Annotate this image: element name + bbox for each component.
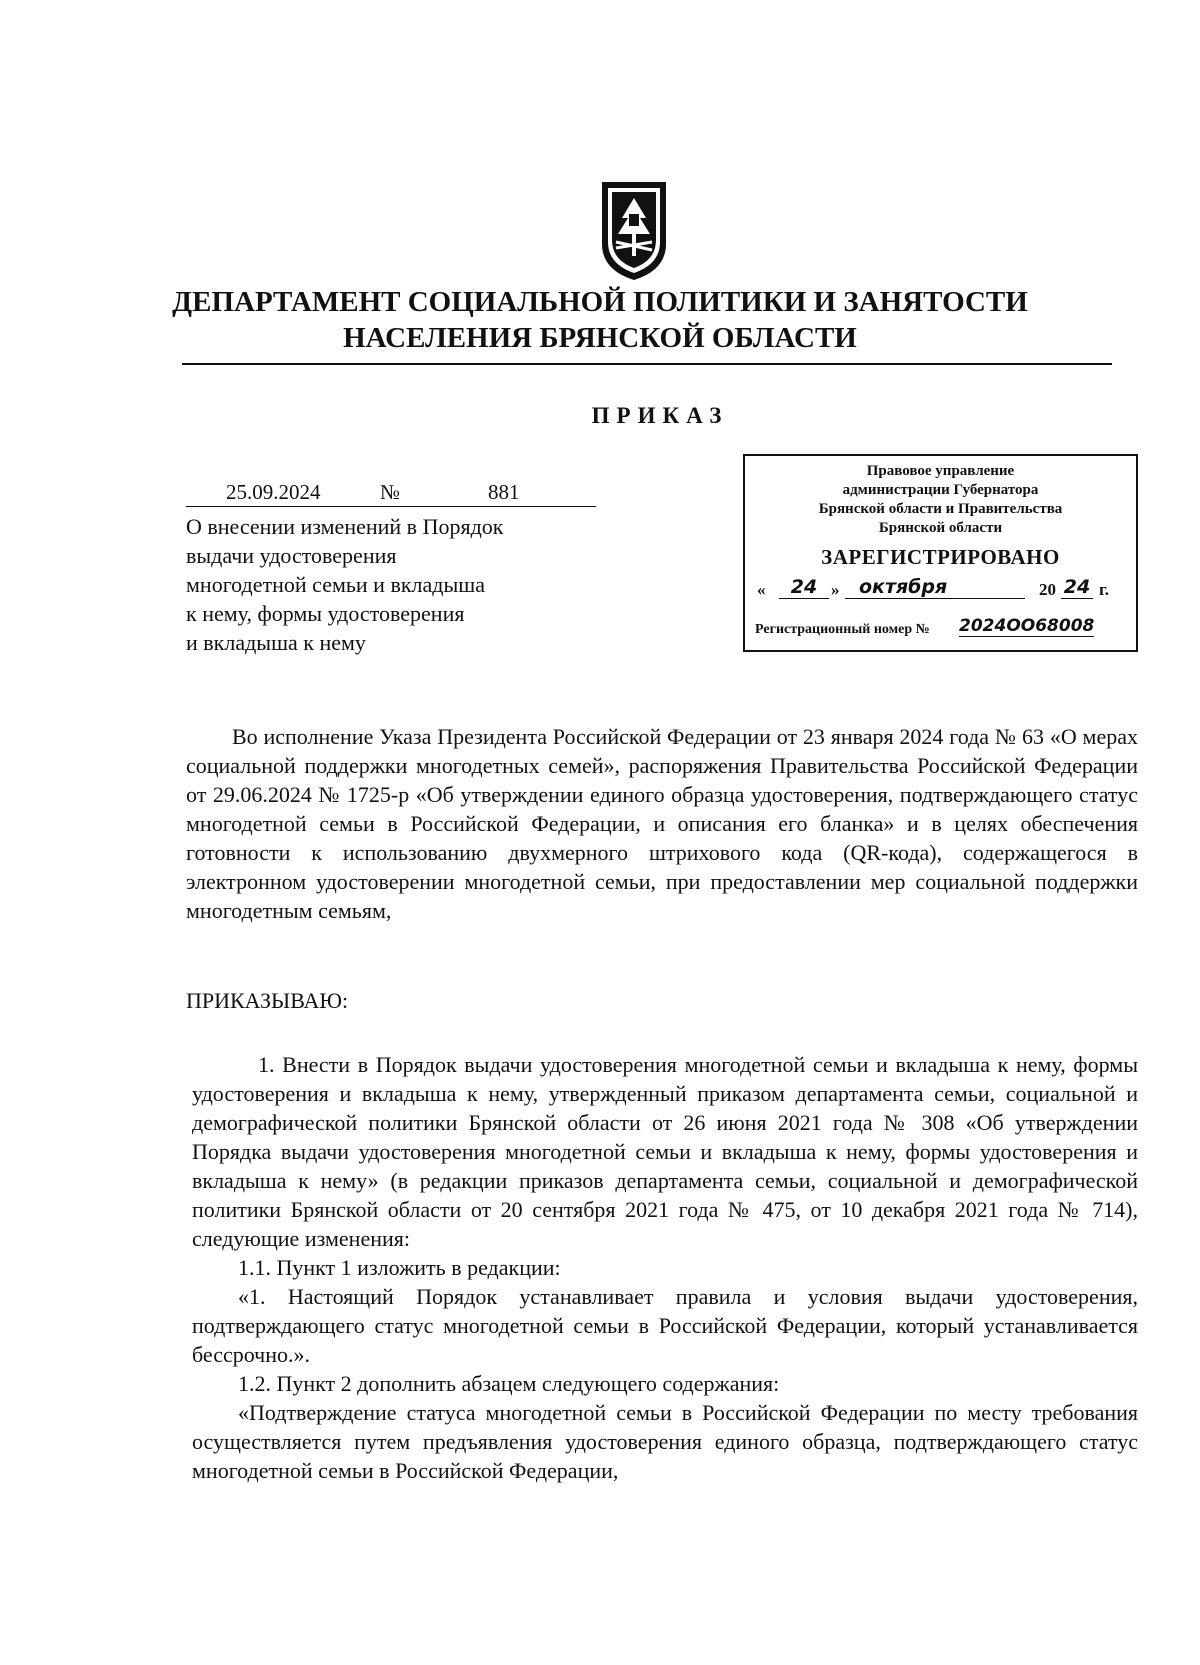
item-1-2-text: «Подтверждение статуса многодетной семьи в Российской Федерации по месту требования осуществляется путем предъявления удостоверения единого образца, подтверждающего статус многодетной семьи в Российской Федерации, xyxy=(192,1400,1138,1483)
order-date: 25.09.2024 xyxy=(226,480,321,504)
order-number: 881 xyxy=(488,480,520,504)
order-title: ПРИКАЗ xyxy=(591,403,729,428)
preamble-text: Во исполнение Указа Президента Российской Федерации от 23 января 2024 года № 63 «О мерах социальной поддержки многодетных семей», распоряжения Правительства Российской Федерации от 29.06.2024 № 1725-р «Об утверждении единого образца удостоверения, подтверждающего статус многодетной семьи в Российской Федерации, и описания его бланка» и в целях обеспечения готовности к использованию двухмерного штрихового кода (QR-кода), содержащегося в электронном удостоверении многодетной семьи, при предоставлении мер социальной поддержки многодетным семьям, xyxy=(186,724,1138,923)
stamp-registered: ЗАРЕГИСТРИРОВАНО xyxy=(821,545,1060,569)
stamp-day: 24 xyxy=(779,576,829,599)
header-divider xyxy=(182,363,1112,365)
department-name-line2: НАСЕЛЕНИЯ БРЯНСКОЙ ОБЛАСТИ xyxy=(343,322,857,354)
item-1-1: 1.1. Пункт 1 изложить в редакции: xyxy=(238,1255,561,1280)
stamp-year-prefix: 20 xyxy=(1039,580,1056,599)
item-1: 1. Внести в Порядок выдачи удостоверения многодетной семьи и вкладыша к нему, формы удостоверения и вкладыша к нему, утвержденный приказом департамента семьи, социальной и демографической политики Брянской области от 26 июня 2021 года № 308 «Об утверждении Порядка выдачи удостоверения многодетной семьи и вкладыша к нему, формы удостоверения и вкладыша к нему» (в редакции приказов департамента семьи, социальной и демографической политики Брянской области от 20 сентября 2021 года № 475, от 10 декабря 2021 года № 714), следующие изменения: xyxy=(192,1052,1138,1251)
stamp-reg-label: Регистрационный номер № xyxy=(755,622,930,637)
stamp-month: октября xyxy=(845,576,1025,599)
order-date-number-row xyxy=(186,478,596,507)
subject-line: многодетной семьи и вкладыша xyxy=(186,572,485,597)
subject-line: О внесении изменений в Порядок xyxy=(186,514,504,539)
stamp-reg-number: 2024ОО68008 xyxy=(959,616,1095,636)
registration-stamp xyxy=(743,454,1138,652)
stamp-date-row: « 24 » октября 20 24 г. xyxy=(757,576,1110,599)
preamble-paragraph xyxy=(186,722,1138,925)
item-1-2: 1.2. Пункт 2 дополнить абзацем следующего содержания: xyxy=(238,1371,780,1396)
order-items xyxy=(192,1050,1138,1485)
number-sign: № xyxy=(380,480,401,504)
subject-line: к нему, формы удостоверения xyxy=(186,601,465,626)
stamp-year-suffix: 24 xyxy=(1061,576,1093,599)
stamp-line: администрации Губернатора xyxy=(842,482,1039,498)
stamp-line: Брянской области xyxy=(878,520,1003,536)
stamp-line: Правовое управление xyxy=(866,463,1015,479)
stamp-line: Брянской области и Правительства xyxy=(818,501,1063,517)
subject-line: выдачи удостоверения xyxy=(186,543,397,568)
order-subject xyxy=(186,512,606,657)
item-1-1-text: «1. Настоящий Порядок устанавливает правила и условия выдачи удостоверения, подтверждающего статус многодетной семьи в Российской Федерации, который устанавливается бессрочно.». xyxy=(192,1284,1138,1367)
subject-line: и вкладыша к нему xyxy=(186,630,366,655)
department-name-line1: ДЕПАРТАМЕНТ СОЦИАЛЬНОЙ ПОЛИТИКИ И ЗАНЯТОСТИ xyxy=(172,286,1028,318)
stamp-reg-row xyxy=(745,614,1136,644)
stamp-year-unit: г. xyxy=(1099,580,1110,599)
coat-of-arms-icon xyxy=(598,178,670,284)
order-word: ПРИКАЗЫВАЮ: xyxy=(186,988,349,1013)
